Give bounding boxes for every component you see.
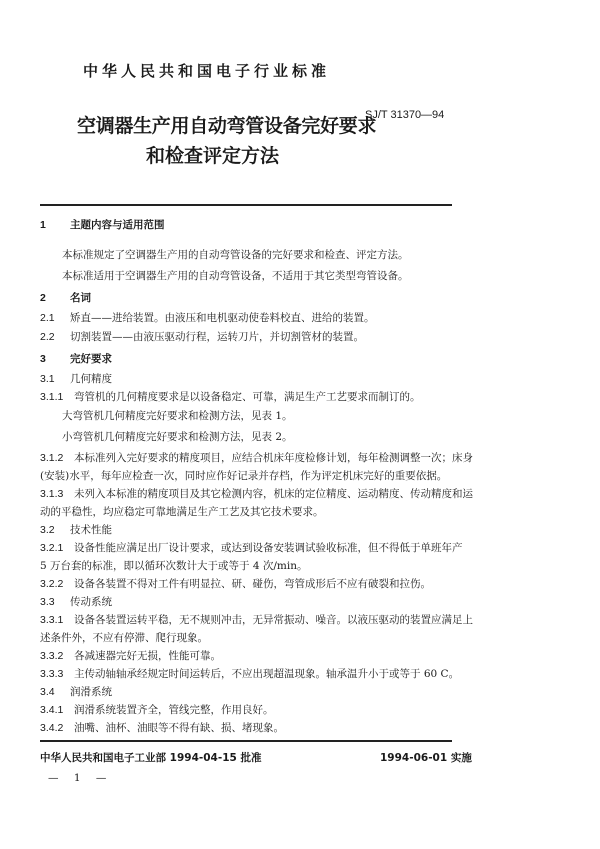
clause-3-2-1: 3.2.1 设备性能应满足出厂设计要求，或达到设备安装调试验收标准，但不得低于单班年产 [40,542,463,554]
clause-3-1-1: 3.1.1 弯管机的几何精度要求是以设备稳定、可靠，满足生产工艺要求而制订的。 [40,391,421,403]
effective-date: 1994-06-01 实施 [380,752,472,764]
paragraph: 本标准规定了空调器生产用的自动弯管设备的完好要求和检查、评定方法。 [62,249,409,261]
section-2-heading: 2 名词 [40,292,91,304]
paragraph: 动的平稳性，均应稳定可靠地满足生产工艺及其它技术要求。 [40,506,324,518]
approval-note: 中华人民共和国电子工业部 1994-04-15 批准 [40,752,262,764]
standard-code: SJ/T 31370—94 [365,109,445,121]
clause-3-4-2: 3.4.2 油嘴、油杯、油眼等不得有缺、损、堵现象。 [40,722,284,734]
title-line-1: 空调器生产用自动弯管设备完好要求 [77,115,377,137]
clause-3-1-2: 3.1.2 本标准列入完好要求的精度项目，应结合机床年度检修计划，每年检测调整一次；床身 [40,452,473,464]
clause-3-3: 3.3 传动系统 [40,596,112,608]
clause-3-3-3: 3.3.3 主传动轴轴承经规定时间运转后，不应出现超温现象。轴承温升小于或等于 60 C。 [40,668,460,680]
clause-3-2: 3.2 技术性能 [40,524,112,536]
clause-3-3-2: 3.3.2 各减速器完好无损，性能可靠。 [40,650,221,662]
org-title: 中华人民共和国电子行业标准 [83,62,331,80]
title-line-2: 和检查评定方法 [146,145,280,167]
paragraph: 5 万台套的标准，即以循环次数计大于或等于 4 次/min。 [40,560,308,572]
clause-3-2-2: 3.2.2 设备各装置不得对工件有明显拉、研、碰伤，弯管成形后不应有破裂和拉伤。 [40,578,431,590]
clause-3-4-1: 3.4.1 润滑系统装置齐全，管线完整，作用良好。 [40,704,274,716]
section-3-heading: 3 完好要求 [40,353,112,365]
clause-3-3-1: 3.3.1 设备各装置运转平稳，无不规则冲击，无异常振动、噪音。以液压驱动的装置应满足上 [40,614,473,626]
page-number: — 1 — [48,772,113,784]
footer-divider [40,740,452,742]
paragraph: 大弯管机几何精度完好要求和检测方法，见表 1。 [62,410,293,422]
header-divider [40,204,452,206]
section-1-heading: 1 主题内容与适用范围 [40,219,165,231]
paragraph: 述条件外，不应有停滞、爬行现象。 [40,632,208,644]
clause-3-4: 3.4 润滑系统 [40,686,112,698]
paragraph: 小弯管机几何精度完好要求和检测方法，见表 2。 [62,431,293,443]
clause-2-1: 2.1 矫直——进给装置。由液压和电机驱动使卷料校直、进给的装置。 [40,312,375,324]
clause-2-2: 2.2 切割装置——由液压驱动行程，运转刀片，并切割管材的装置。 [40,331,364,343]
paragraph: (安装)水平，每年应检查一次，同时应作好记录并存档，作为评定机床完好的重要依据。 [40,470,448,482]
paragraph: 本标准适用于空调器生产用的自动弯管设备，不适用于其它类型弯管设备。 [62,270,409,282]
clause-3-1-3: 3.1.3 未列入本标准的精度项目及其它检测内容，机床的定位精度、运动精度、传动精度和运 [40,488,473,500]
clause-3-1: 3.1 几何精度 [40,373,112,385]
